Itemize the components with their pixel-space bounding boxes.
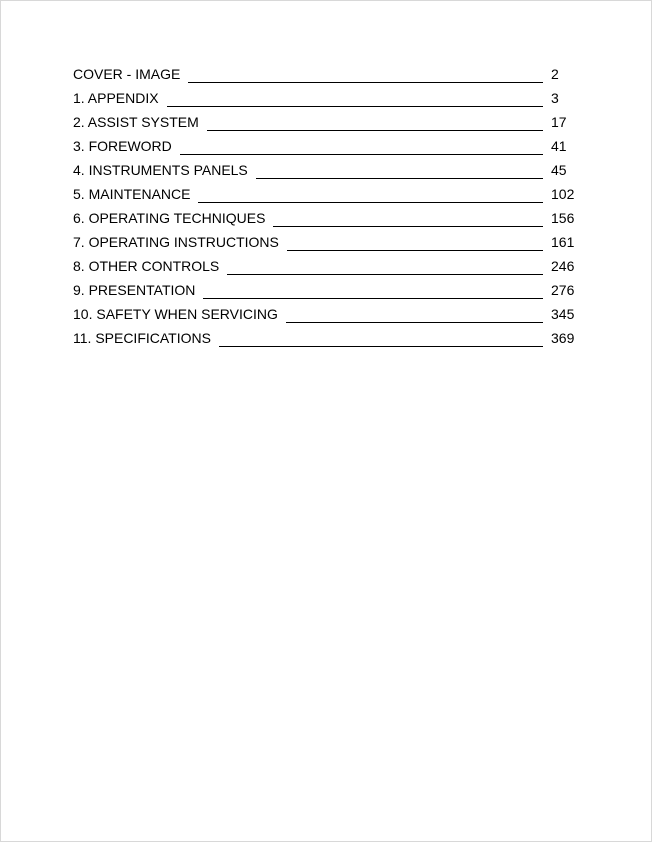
- toc-entry[interactable]: [73, 251, 583, 275]
- table-of-contents: [73, 59, 583, 347]
- toc-entry-title: 5. MAINTENANCE: [73, 186, 191, 202]
- toc-leader-line: [203, 298, 543, 299]
- toc-leader-line: [287, 250, 543, 251]
- toc-entry[interactable]: [73, 59, 583, 83]
- toc-leader-line: [256, 178, 543, 179]
- toc-entry-title: 4. INSTRUMENTS PANELS: [73, 162, 248, 178]
- toc-entry[interactable]: [73, 203, 583, 227]
- toc-entry[interactable]: [73, 323, 583, 347]
- toc-leader-line: [219, 346, 543, 347]
- toc-entry-title: 9. PRESENTATION: [73, 282, 196, 298]
- toc-leader-line: [273, 226, 543, 227]
- toc-entry-title: 3. FOREWORD: [73, 138, 172, 154]
- toc-entry-title: 7. OPERATING INSTRUCTIONS: [73, 234, 279, 250]
- toc-entry[interactable]: [73, 275, 583, 299]
- toc-entry-page: 369: [551, 330, 575, 346]
- toc-entry-page: 102: [551, 186, 575, 202]
- toc-entry[interactable]: [73, 155, 583, 179]
- toc-leader-line: [198, 202, 543, 203]
- toc-entry-title: 10. SAFETY WHEN SERVICING: [73, 306, 278, 322]
- toc-leader-line: [227, 274, 543, 275]
- toc-entry-title: COVER - IMAGE: [73, 66, 181, 82]
- toc-entry-page: 17: [551, 114, 567, 130]
- toc-entry-page: 3: [551, 90, 559, 106]
- toc-entry[interactable]: [73, 179, 583, 203]
- toc-leader-line: [188, 82, 543, 83]
- toc-entry-page: 156: [551, 210, 575, 226]
- toc-entry-page: 41: [551, 138, 567, 154]
- toc-entry[interactable]: [73, 107, 583, 131]
- toc-entry-title: 1. APPENDIX: [73, 90, 159, 106]
- toc-entry-title: 11. SPECIFICATIONS: [73, 330, 211, 346]
- toc-leader-line: [180, 154, 543, 155]
- toc-entry-page: 161: [551, 234, 575, 250]
- toc-entry-page: 45: [551, 162, 567, 178]
- toc-entry-page: 246: [551, 258, 575, 274]
- toc-entry[interactable]: [73, 83, 583, 107]
- toc-leader-line: [207, 130, 543, 131]
- toc-entry-page: 2: [551, 66, 559, 82]
- toc-entry-title: 6. OPERATING TECHNIQUES: [73, 210, 266, 226]
- toc-entry[interactable]: [73, 299, 583, 323]
- toc-entry-title: 8. OTHER CONTROLS: [73, 258, 220, 274]
- toc-entry[interactable]: [73, 131, 583, 155]
- toc-entry-title: 2. ASSIST SYSTEM: [73, 114, 199, 130]
- toc-entry-page: 345: [551, 306, 575, 322]
- toc-leader-line: [167, 106, 543, 107]
- toc-entry[interactable]: [73, 227, 583, 251]
- toc-leader-line: [286, 322, 543, 323]
- toc-entry-page: 276: [551, 282, 575, 298]
